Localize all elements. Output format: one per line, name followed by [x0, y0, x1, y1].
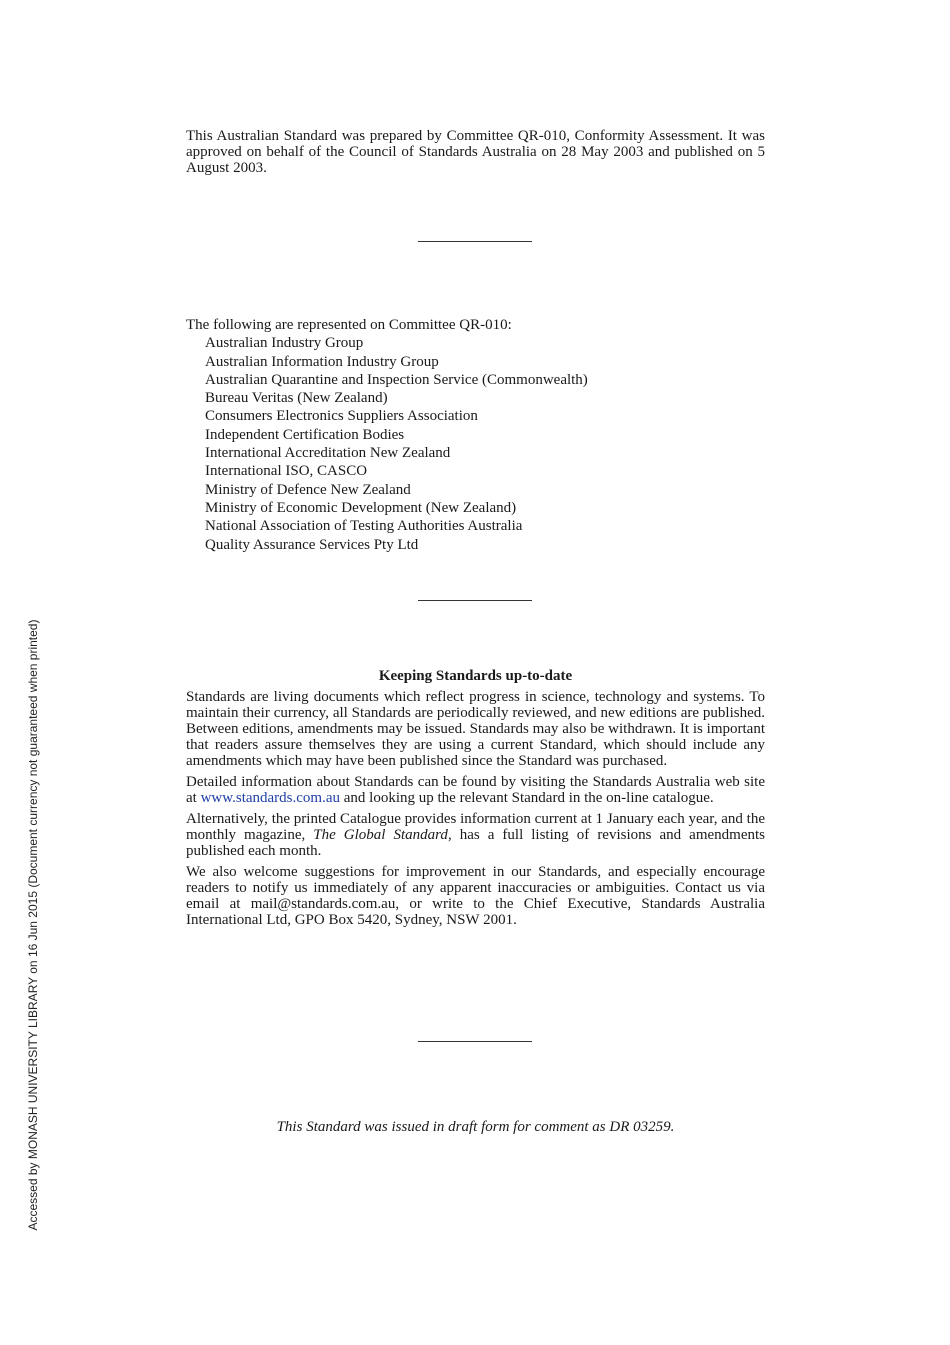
- paragraph-living-documents: Standards are living documents which reflect progress in science, technology and systems. To maintain their currency, all Standards are periodically reviewed, and new editions are published. Between editions, amendments may be issued. Standards may also be withdrawn. It is important that readers assure themselves they are using a current Standard, which should include any amendments which may have been published since the Standard was purchased.: [186, 689, 765, 769]
- committee-member: National Association of Testing Authorities Australia: [205, 518, 523, 535]
- standards-website-link[interactable]: www.standards.com.au: [200, 790, 340, 806]
- section-heading: Keeping Standards up-to-date: [378, 668, 573, 684]
- committee-member: Independent Certification Bodies: [205, 426, 405, 443]
- paragraph-catalogue: Alternatively, the printed Catalogue provides information current at 1 January each year, and the monthly magazine, The Global Standard, has a full listing of revisions and amendments published each month.: [186, 811, 765, 859]
- committee-member: Ministry of Defence New Zealand: [205, 481, 411, 498]
- committee-member: Consumers Electronics Suppliers Association: [205, 408, 478, 425]
- committee-section: [186, 316, 765, 554]
- committee-member: International Accreditation New Zealand: [205, 445, 451, 462]
- keeping-standards-section: [186, 667, 765, 933]
- committee-member: Quality Assurance Services Pty Ltd: [205, 536, 419, 553]
- divider-rule: [418, 600, 532, 601]
- preparation-statement: This Australian Standard was prepared by Committee QR-010, Conformity Assessment. It was approved on behalf of the Council of Standards Australia on 28 May 2003 and published on 5 August 2003.: [186, 128, 765, 176]
- committee-member: Australian Industry Group: [205, 335, 364, 352]
- committee-intro: The following are represented on Committee QR-010:: [186, 317, 512, 333]
- divider-rule: [418, 241, 532, 242]
- committee-member: Australian Quarantine and Inspection Service (Commonwealth): [205, 371, 588, 388]
- committee-member-list: [186, 334, 765, 554]
- access-watermark: Accessed by MONASH UNIVERSITY LIBRARY on 16 Jun 2015 (Document currency not guaranteed when printed): [26, 619, 40, 1231]
- paragraph-contact: We also welcome suggestions for improvement in our Standards, and especially encourage readers to notify us immediately of any apparent inaccuracies or ambiguities. Contact us via email at mail@standards.com.au, or write to the Chief Executive, Standards Australia International Ltd, GPO Box 5420, Sydney, NSW 2001.: [186, 864, 765, 928]
- draft-note: This Standard was issued in draft form for comment as DR 03259.: [276, 1119, 675, 1135]
- paragraph-web-site: Detailed information about Standards can be found by visiting the Standards Australia web site at www.standards.com.au and looking up the relevant Standard in the on-line catalogue.: [186, 774, 765, 806]
- committee-member: International ISO, CASCO: [205, 463, 368, 480]
- committee-member: Australian Information Industry Group: [205, 353, 439, 370]
- divider-rule: [418, 1041, 532, 1042]
- committee-member: Bureau Veritas (New Zealand): [205, 390, 388, 407]
- committee-member: Ministry of Economic Development (New Zealand): [205, 499, 517, 516]
- magazine-title: The Global Standard: [313, 827, 448, 843]
